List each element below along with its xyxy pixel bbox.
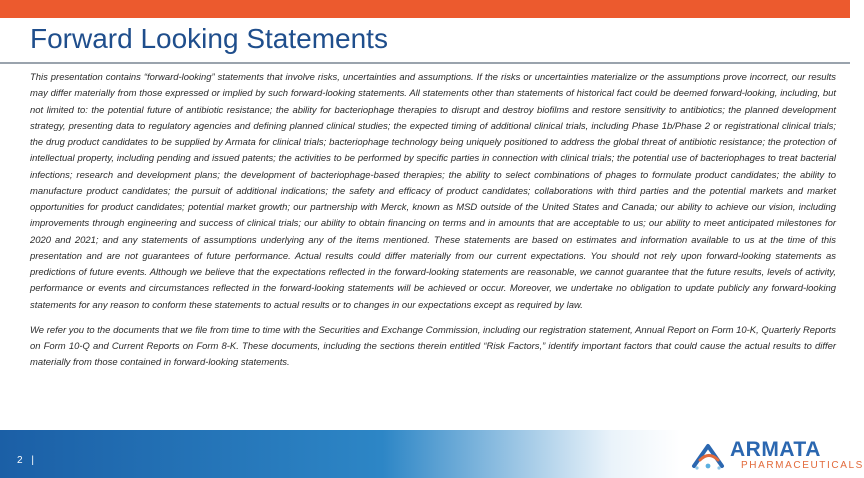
armata-logo-icon — [688, 442, 728, 472]
armata-logo — [688, 438, 864, 474]
title-divider — [0, 62, 850, 64]
body-text — [30, 70, 836, 381]
slide-title: Forward Looking Statements — [30, 23, 388, 54]
top-accent-bar — [0, 0, 850, 18]
page-number — [17, 455, 34, 466]
logo-subtitle: PHARMACEUTICALS — [741, 460, 864, 471]
disclaimer-paragraph-1: This presentation contains “forward-looking” statements that involve risks, uncertainties and assumptions. If the risks or uncertainties materialize or the assumptions prove incorrect, our results may differ materially from those expressed or implied by such forward-looking statements. All statements other than statements of historical fact could be deemed forward-looking, including, but not limited to: the potential future of antibiotic resistance; the ability for bacteriophage therapies to disrupt and destroy biofilms and restore sensitivity to antibiotics; the planned development strategy, presenting data to regulatory agencies and defining planned clinical studies; the expected timing of additional clinical trials, including Phase 1b/Phase 2 or registrational clinical trials; the drug product candidates to be supplied by Armata for clinical trials; bacteriophage technology being uniquely positioned to address the global threat of antibiotic resistance; the protection of intellectual property, including pending and issued patents; the activities to be performed by specific parties in connection with clinical trials; the potential use of bacteriophages to treat bacterial infections; research and development plans; the development of bacteriophage-based therapies; the ability to select combinations of phages to formulate product candidates; the ability to manufacture product candidates; the pursuit of additional indications; the safety and efficacy of product candidates; collaborations with third parties and the potential markets and market opportunities for product candidates; potential market growth; our partnership with Merck, known as MSD outside of the United States and Canada; our ability to achieve our vision, including improvements through engineering and success of clinical trials; our ability to obtain financing on terms and in amounts that are acceptable to us; our ability to meet anticipated milestones for 2020 and 2021; and any statements of assumptions underlying any of the items mentioned. These statements are based on estimates and information available to us at the time of this presentation and are not guarantees of future performance. Actual results could differ materially from our current expectations. You should not rely upon forward-looking statements as predictions of future events. Although we believe that the expectations reflected in the forward-looking statements are reasonable, we cannot guarantee that the future results, levels of activity, performance or events and circumstances reflected in the forward-looking statements will be achieved or occur. Moreover, we undertake no obligation to update publicly any forward-looking statements for any reason to conform these statements to actual results or to changes in our expectations except as required by law. — [30, 72, 836, 311]
logo-wordmark: ARMATA — [730, 438, 821, 461]
page-number-separator: | — [31, 455, 34, 466]
disclaimer-paragraph-2: We refer you to the documents that we file from time to time with the Securities and Exchange Commission, including our registration statement, Annual Report on Form 10-K, Quarterly Reports on Form 10-Q and Current Reports on Form 8-K. These documents, including the sections therein entitled “Risk Factors,” identify important factors that could cause the actual results to differ materially from those contained in forward-looking statements. — [30, 324, 836, 369]
page-number-value: 2 — [17, 455, 23, 466]
